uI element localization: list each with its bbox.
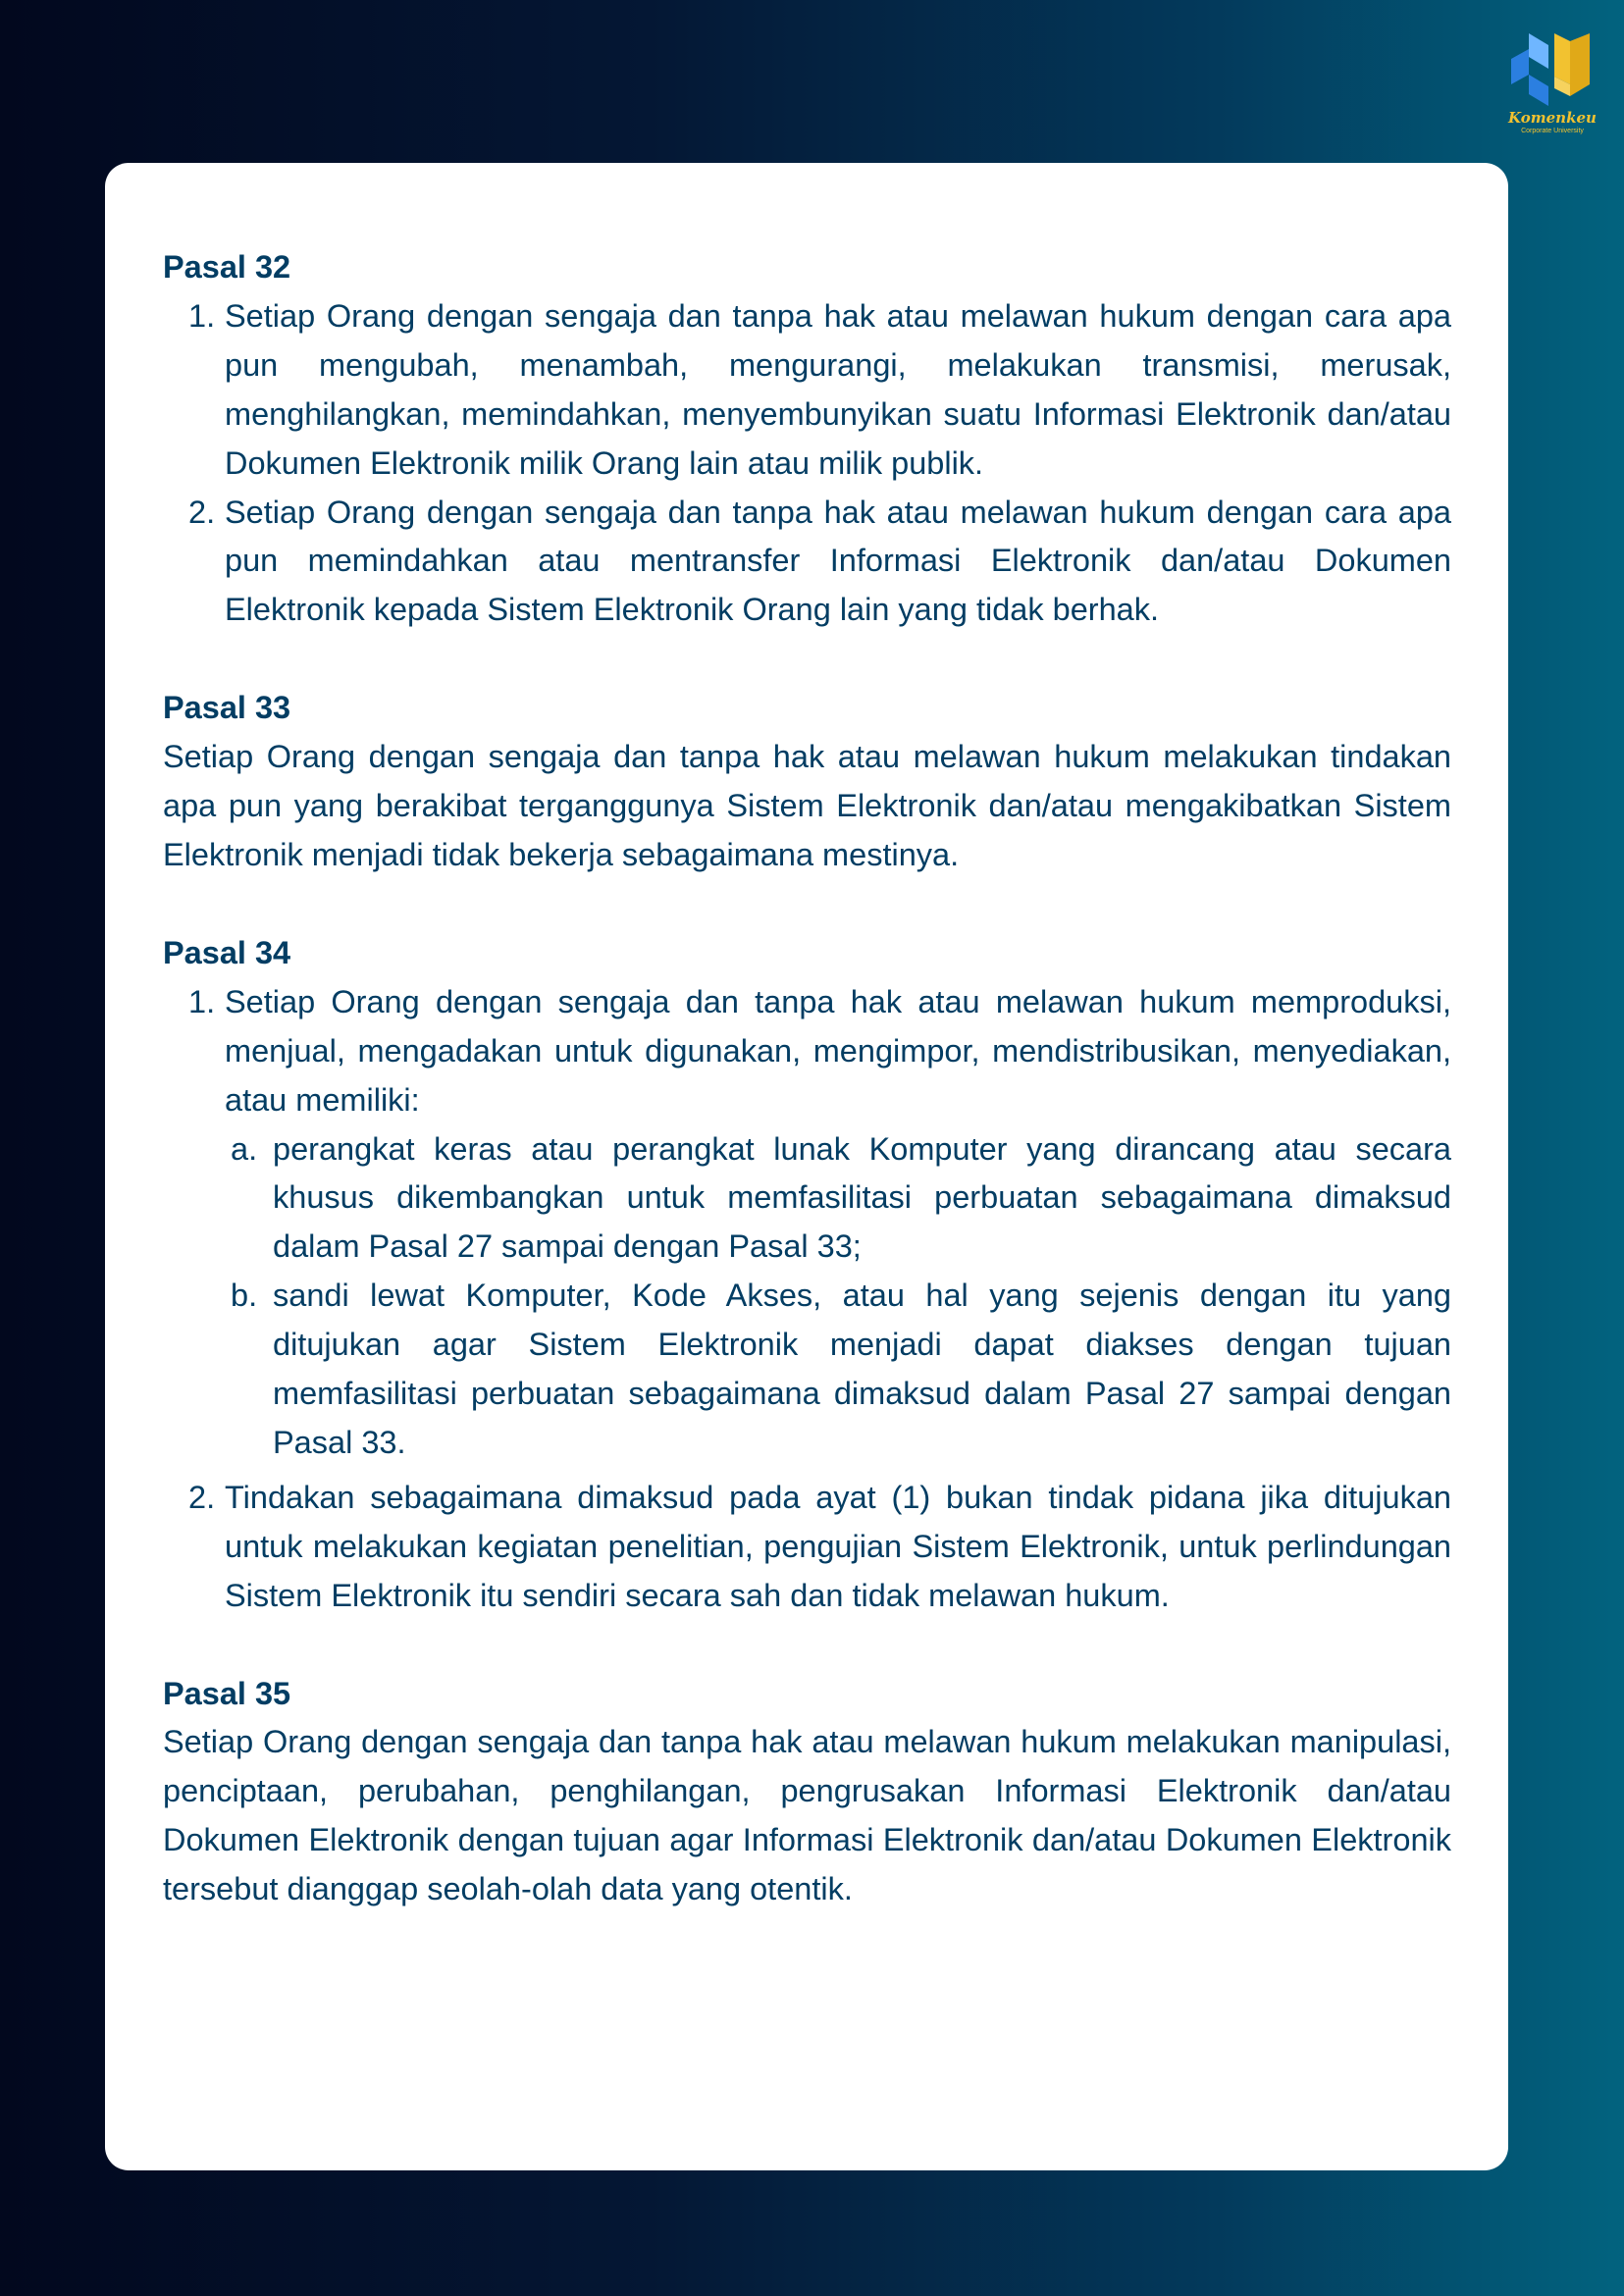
section-paragraph: Setiap Orang dengan sengaja dan tanpa hak atau melawan hukum melakukan tindakan apa pun yang berakibat terganggunya Sistem Elektronik dan/atau mengakibatkan Sistem Elektronik menjadi tidak bekerja sebagaimana mestinya. [163, 739, 1451, 872]
document-card [105, 163, 1508, 2170]
logo-subtitle: Corporate University [1521, 128, 1584, 134]
list-item [163, 292, 1451, 489]
item-text: Setiap Orang dengan sengaja dan tanpa hak atau melawan hukum dengan cara apa pun memindahkan atau mentransfer Informasi Elektronik dan/atau Dokumen Elektronik kepada Sistem Elektronik Orang lain yang tidak berhak. [225, 494, 1451, 628]
section-heading-pasal-33: Pasal 33 [163, 690, 291, 726]
item-number: 1. [188, 297, 216, 334]
item-text: Setiap Orang dengan sengaja dan tanpa hak atau melawan hukum memproduksi, menjual, mengadakan untuk digunakan, mengimpor, mendistribusikan, menyediakan, atau memiliki: [225, 983, 1451, 1118]
sub-item-text: perangkat keras atau perangkat lunak Komputer yang dirancang atau secara khusus dikembangkan untuk memfasilitasi perbuatan sebagaimana dimaksud dalam Pasal 27 sampai dengan Pasal 33; [273, 1130, 1451, 1265]
sub-item-text: sandi lewat Komputer, Kode Akses, atau hal yang sejenis dengan itu yang ditujukan agar Sistem Elektronik menjadi dapat diakses dengan tujuan memfasilitasi perbuatan sebagaimana dimaksud dalam Pasal 27 sampai dengan Pasal 33. [273, 1278, 1451, 1460]
section-heading-pasal-32: Pasal 32 [163, 249, 291, 285]
item-text: Tindakan sebagaimana dimaksud pada ayat (1) bukan tindak pidana jika ditujukan untuk melakukan kegiatan penelitian, pengujian Sistem Elektronik, untuk perlindungan Sistem Elektronik itu sendiri secara sah dan tidak melawan hukum. [225, 1479, 1451, 1613]
document-content [163, 243, 1451, 1914]
komenkeu-emblem-icon [1505, 29, 1599, 108]
list-item [163, 489, 1451, 636]
section-heading-pasal-34: Pasal 34 [163, 934, 291, 970]
sub-list-item [163, 1272, 1451, 1468]
item-number: 1. [188, 983, 216, 1019]
sub-item-letter: a. [231, 1130, 258, 1167]
sub-item-letter: b. [231, 1278, 258, 1314]
list-item [163, 1474, 1451, 1621]
list-item [163, 978, 1451, 1125]
komenkeu-logo [1505, 29, 1599, 145]
item-number: 2. [188, 1479, 216, 1515]
section-paragraph: Setiap Orang dengan sengaja dan tanpa hak atau melawan hukum melakukan manipulasi, penciptaan, perubahan, penghilangan, pengrusakan Informasi Elektronik dan/atau Dokumen Elektronik dengan tujuan agar Informasi Elektronik dan/atau Dokumen Elektronik tersebut dianggap seolah-olah data yang otentik. [163, 1724, 1451, 1907]
item-number: 2. [188, 494, 216, 530]
sub-list-item [163, 1125, 1451, 1273]
item-text: Setiap Orang dengan sengaja dan tanpa hak atau melawan hukum dengan cara apa pun mengubah, menambah, mengurangi, melakukan transmisi, merusak, menghilangkan, memindahkan, menyembunyikan suatu Informasi Elektronik dan/atau Dokumen Elektronik milik Orang lain atau milik publik. [225, 297, 1451, 481]
section-heading-pasal-35: Pasal 35 [163, 1675, 291, 1711]
logo-wordmark: Komenkeu [1508, 109, 1597, 127]
